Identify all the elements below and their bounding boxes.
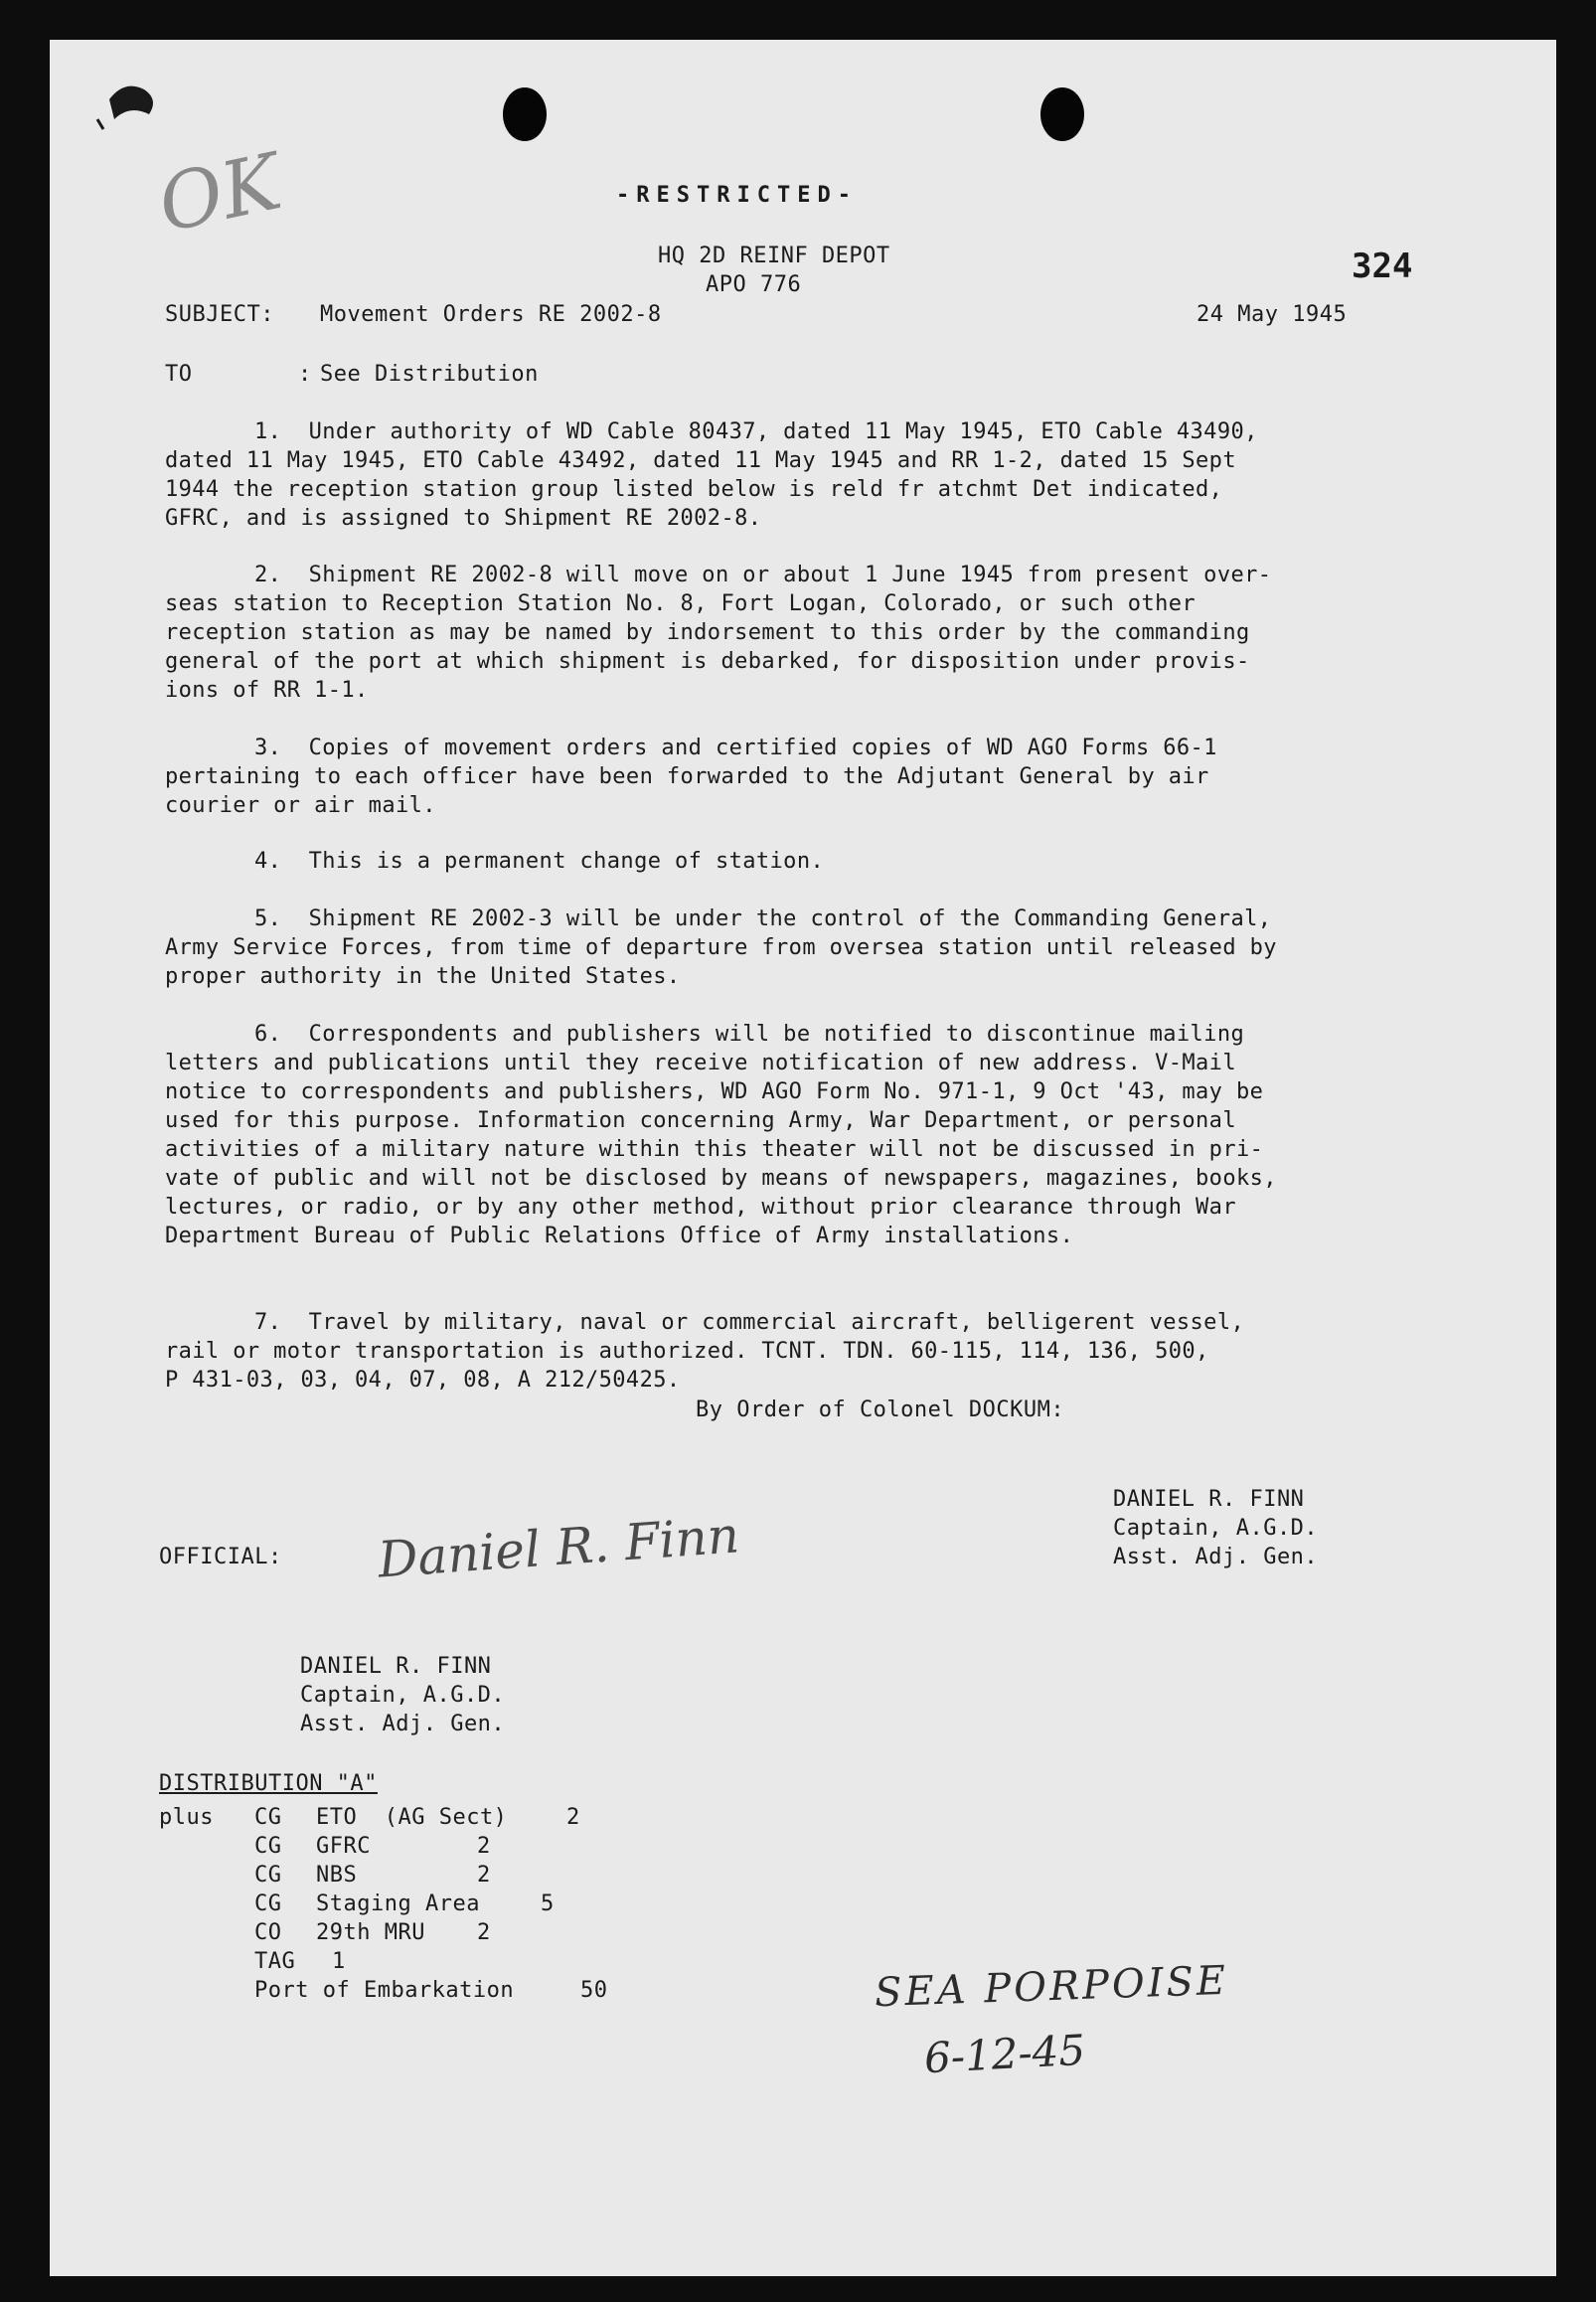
distribution-office: CG	[254, 1891, 282, 1916]
paragraph-line: seas station to Reception Station No. 8, Fort Logan, Colorado, or such other	[165, 591, 1197, 616]
distribution-unit: 29th MRU	[316, 1920, 425, 1945]
distribution-copies: 2	[477, 1920, 491, 1945]
signature-title-right: Asst. Adj. Gen.	[1113, 1545, 1319, 1569]
handwritten-ship-date: 6-12-45	[922, 2025, 1087, 2083]
document-date: 24 May 1945	[1197, 302, 1348, 327]
paragraph-1	[165, 417, 1462, 533]
apo-heading: APO 776	[706, 272, 802, 297]
distribution-copies: 2	[566, 1805, 580, 1830]
paragraph-line: P 431-03, 03, 04, 07, 08, A 212/50425.	[165, 1368, 681, 1393]
distribution-row	[50, 1832, 491, 1861]
paragraph-line: Shipment RE 2002-8 will move on or about 1 June 1945 from present over-	[308, 563, 1272, 587]
handwritten-ok-mark: OK	[150, 137, 289, 250]
distribution-row	[50, 1976, 608, 2005]
paragraph-line: This is a permanent change of station.	[308, 849, 825, 874]
distribution-copies: 1	[332, 1949, 346, 1974]
paragraph-line: letters and publications until they receive notification of new address. V-Mail	[165, 1051, 1236, 1075]
paragraph-7	[165, 1308, 1462, 1395]
paragraph-number: 6.	[254, 1022, 282, 1047]
paragraph-line: used for this purpose. Information concerning Army, War Department, or personal	[165, 1108, 1236, 1133]
paragraph-line: notice to correspondents and publishers, WD AGO Form No. 971-1, 9 Oct '43, may be	[165, 1079, 1264, 1104]
signature-title-left: Asst. Adj. Gen.	[300, 1712, 506, 1736]
distribution-office: CO	[254, 1920, 282, 1945]
paragraph-line: GFRC, and is assigned to Shipment RE 2002-8.	[165, 506, 762, 531]
ink-mark-icon	[89, 60, 179, 139]
subject-label: SUBJECT:	[165, 302, 274, 327]
signature-name-left: DANIEL R. FINN	[300, 1654, 492, 1679]
paragraph-3	[165, 734, 1462, 820]
handwritten-signature: Daniel R. Finn	[376, 1506, 741, 1589]
distribution-unit: NBS	[316, 1863, 358, 1888]
document-page	[50, 40, 1556, 2276]
distribution-copies: 5	[541, 1891, 555, 1916]
signature-rank-left: Captain, A.G.D.	[300, 1683, 506, 1708]
distribution-unit: Staging Area	[316, 1891, 480, 1916]
distribution-copies: 50	[580, 1978, 608, 2003]
paragraph-line: courier or air mail.	[165, 793, 436, 818]
unit-heading: HQ 2D REINF DEPOT	[658, 244, 890, 268]
paragraph-line: rail or motor transportation is authorized. TCNT. TDN. 60-115, 114, 136, 500,	[165, 1339, 1209, 1364]
paragraph-line: proper authority in the United States.	[165, 964, 681, 989]
paragraph-line: Copies of movement orders and certified copies of WD AGO Forms 66-1	[308, 736, 1217, 760]
distribution-office: CG	[254, 1805, 282, 1830]
classification-heading: -RESTRICTED-	[616, 183, 858, 208]
distribution-title: DISTRIBUTION "A"	[159, 1771, 378, 1796]
paragraph-number: 7.	[254, 1310, 282, 1335]
punch-hole	[503, 87, 547, 141]
handwritten-ship-name: SEA PORPOISE	[874, 1957, 1229, 2017]
to-colon: :	[298, 362, 312, 387]
distribution-unit: TAG	[254, 1949, 296, 1974]
distribution-copies: 2	[477, 1834, 491, 1859]
signature-name-right: DANIEL R. FINN	[1113, 1487, 1305, 1512]
paragraph-6	[165, 1020, 1462, 1250]
paragraph-2	[165, 561, 1462, 705]
paragraph-line: Army Service Forces, from time of departure from oversea station until released by	[165, 935, 1277, 960]
paragraph-line: Under authority of WD Cable 80437, dated 11 May 1945, ETO Cable 43490,	[308, 419, 1258, 444]
paragraph-line: reception station as may be named by indorsement to this order by the commanding	[165, 620, 1250, 645]
distribution-row	[50, 1918, 491, 1947]
paragraph-line: Correspondents and publishers will be notified to discontinue mailing	[308, 1022, 1245, 1047]
distribution-copies: 2	[477, 1863, 491, 1888]
paragraph-line: Travel by military, naval or commercial aircraft, belligerent vessel,	[308, 1310, 1245, 1335]
by-order-line: By Order of Colonel DOCKUM:	[696, 1398, 1065, 1422]
signature-rank-right: Captain, A.G.D.	[1113, 1516, 1319, 1541]
paragraph-line: vate of public and will not be disclosed by means of newspapers, magazines, books,	[165, 1166, 1277, 1191]
page-number: 324	[1352, 247, 1413, 286]
distribution-unit: GFRC	[316, 1834, 371, 1859]
distribution-office: CG	[254, 1863, 282, 1888]
distribution-unit: Port of Embarkation	[254, 1978, 515, 2003]
paragraph-line: ions of RR 1-1.	[165, 678, 369, 703]
paragraph-number: 3.	[254, 736, 282, 760]
paragraph-line: Shipment RE 2002-3 will be under the control of the Commanding General,	[308, 906, 1272, 931]
paragraph-line: general of the port at which shipment is debarked, for disposition under provis-	[165, 649, 1250, 674]
paragraph-line: Department Bureau of Public Relations Office of Army installations.	[165, 1224, 1074, 1248]
distribution-row	[50, 1947, 346, 1976]
paragraph-number: 2.	[254, 563, 282, 587]
distribution-list	[50, 1803, 745, 2061]
paragraph-line: dated 11 May 1945, ETO Cable 43492, dated 11 May 1945 and RR 1-2, dated 15 Sept	[165, 448, 1236, 473]
paragraph-line: activities of a military nature within this theater will not be discussed in pri-	[165, 1137, 1264, 1162]
distribution-office: CG	[254, 1834, 282, 1859]
paragraph-number: 4.	[254, 849, 282, 874]
paragraph-number: 5.	[254, 906, 282, 931]
paragraph-number: 1.	[254, 419, 282, 444]
distribution-unit: ETO (AG Sect)	[316, 1805, 508, 1830]
punch-hole	[1040, 87, 1084, 141]
subject-text: Movement Orders RE 2002-8	[320, 302, 662, 327]
distribution-plus-label: plus	[159, 1805, 214, 1830]
distribution-row	[50, 1890, 555, 1918]
to-text: See Distribution	[320, 362, 539, 387]
paragraph-line: lectures, or radio, or by any other method, without prior clearance through War	[165, 1195, 1236, 1220]
to-label: TO	[165, 362, 193, 387]
official-label: OFFICIAL:	[159, 1545, 282, 1569]
paragraph-5	[165, 904, 1462, 991]
paragraph-line: pertaining to each officer have been forwarded to the Adjutant General by air	[165, 764, 1209, 789]
distribution-row	[50, 1861, 491, 1890]
paragraph-line: 1944 the reception station group listed below is reld fr atchmt Det indicated,	[165, 477, 1223, 502]
paragraph-4	[165, 847, 1462, 876]
